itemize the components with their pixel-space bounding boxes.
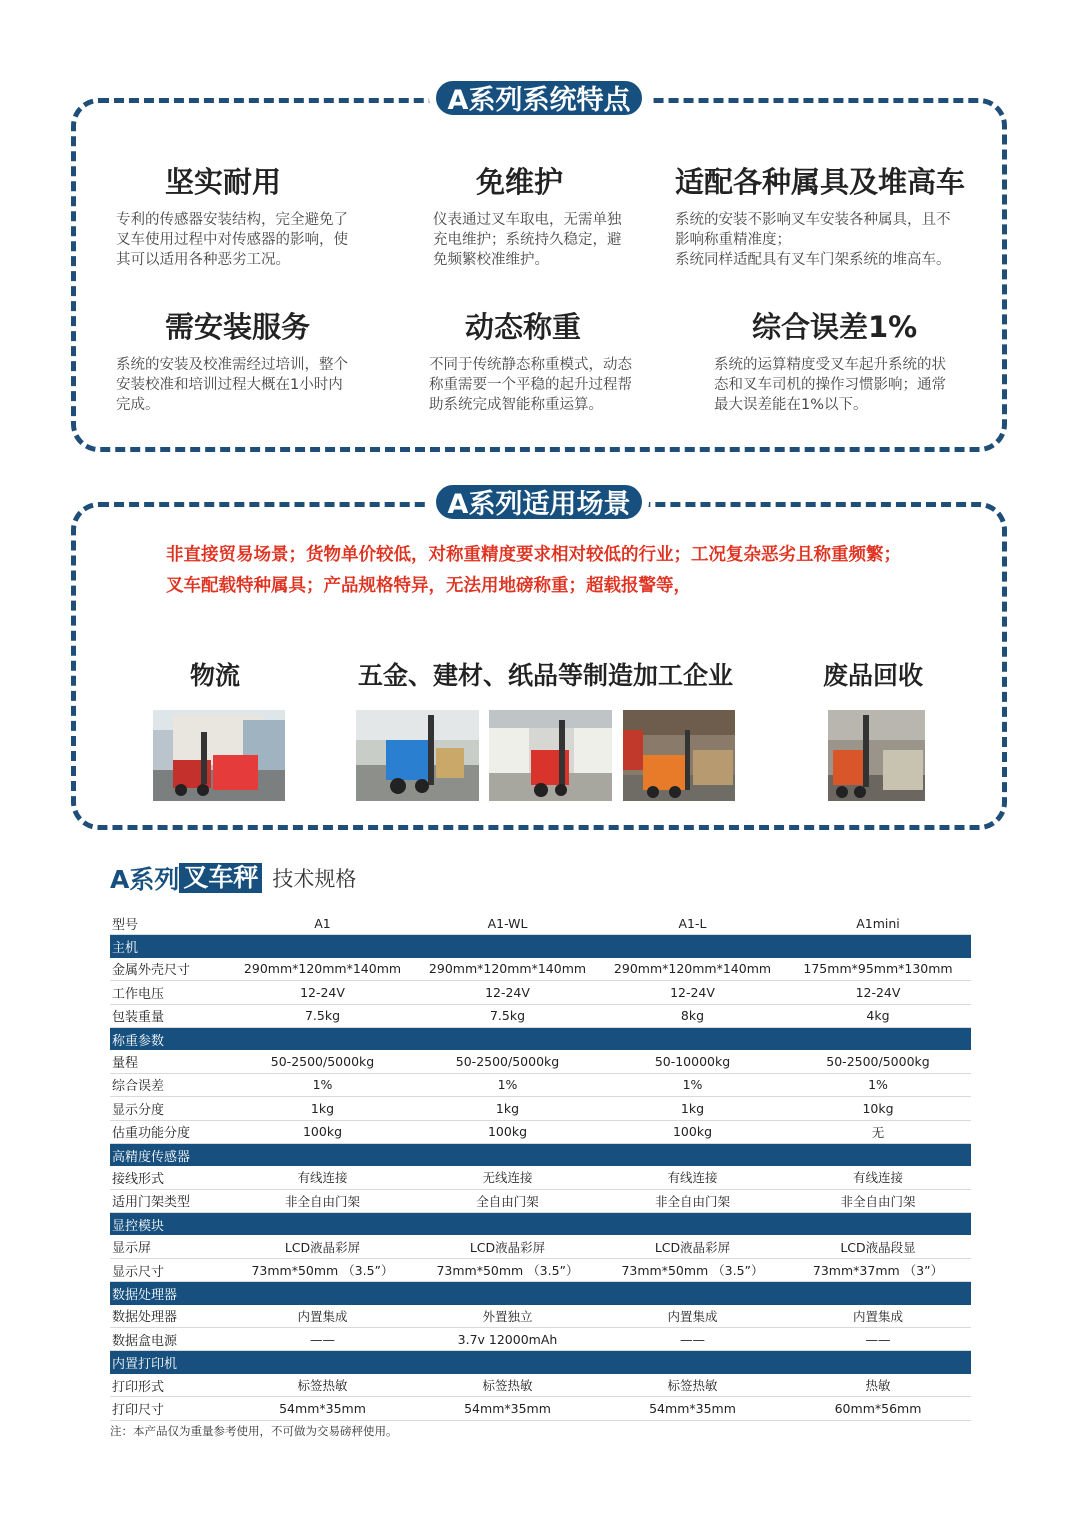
scenes-header: A系列适用场景 <box>433 482 645 522</box>
spec-cell: 73mm*50mm （3.5”） <box>600 1258 785 1281</box>
spec-section-title: 显控模块 <box>110 1213 971 1236</box>
spec-cell: 非全自由门架 <box>230 1189 415 1212</box>
spec-cell: 7.5kg <box>230 1004 415 1027</box>
spec-cell: 1kg <box>230 1097 415 1120</box>
spec-cell: 60mm*56mm <box>785 1397 971 1420</box>
spec-header-label: 型号 <box>110 912 230 935</box>
feature-description-line: 不同于传统静态称重模式，动态 <box>429 357 632 373</box>
feature-description-line: 安装校准和培训过程大概在1小时内 <box>116 377 343 393</box>
spec-cell: —— <box>600 1328 785 1351</box>
spec-section-title: 数据处理器 <box>110 1282 971 1305</box>
spec-row <box>110 1235 971 1258</box>
feature-title: 适配各种属具及堆高车 <box>675 165 966 199</box>
spec-cell: 54mm*35mm <box>415 1397 600 1420</box>
feature-title: 免维护 <box>476 165 564 199</box>
feature-description-line: 免频繁校准维护。 <box>433 252 549 268</box>
spec-cell: 290mm*120mm*140mm <box>415 958 600 981</box>
scene-title-logistics: 物流 <box>190 661 241 690</box>
spec-row <box>110 1305 971 1328</box>
spec-model-name: A1-L <box>600 912 785 935</box>
spec-cell: 全自由门架 <box>415 1189 600 1212</box>
feature-description-line: 专利的传感器安装结构，完全避免了 <box>116 212 348 228</box>
spec-model-name: A1mini <box>785 912 971 935</box>
spec-cell: 50-2500/5000kg <box>415 1050 600 1073</box>
spec-cell: 非全自由门架 <box>600 1189 785 1212</box>
spec-cell: 非全自由门架 <box>785 1189 971 1212</box>
spec-cell: 175mm*95mm*130mm <box>785 958 971 981</box>
spec-row <box>110 1397 971 1420</box>
feature-description-line: 影响称重精准度； <box>675 232 791 248</box>
spec-cell: 73mm*50mm （3.5”） <box>230 1258 415 1281</box>
spec-section-row <box>110 1351 971 1374</box>
spec-title-product: 叉车秤 <box>179 863 262 893</box>
spec-cell: 12-24V <box>230 981 415 1004</box>
spec-cell: 标签热敏 <box>415 1374 600 1397</box>
spec-section-title: 称重参数 <box>110 1027 971 1050</box>
feature-title: 综合误差1% <box>752 310 918 344</box>
spec-cell: 1% <box>600 1073 785 1096</box>
spec-title-subtitle: 技术规格 <box>272 867 357 891</box>
spec-cell: 100kg <box>230 1120 415 1143</box>
feature-description-line: 助系统完成智能称重运算。 <box>429 397 603 413</box>
scene-description-line-2: 叉车配载特种属具；产品规格特异，无法用地磅称重；超载报警等， <box>166 576 691 596</box>
spec-section-row <box>110 1143 971 1166</box>
spec-cell: 1kg <box>415 1097 600 1120</box>
spec-cell: 12-24V <box>785 981 971 1004</box>
spec-cell: LCD液晶彩屏 <box>230 1235 415 1258</box>
spec-section-title: 高精度传感器 <box>110 1143 971 1166</box>
spec-row <box>110 981 971 1004</box>
spec-cell: 有线连接 <box>785 1166 971 1189</box>
spec-cell: 1kg <box>600 1097 785 1120</box>
spec-cell: 12-24V <box>415 981 600 1004</box>
spec-row-label: 打印尺寸 <box>110 1397 230 1420</box>
spec-cell: 无线连接 <box>415 1166 600 1189</box>
spec-row <box>110 1050 971 1073</box>
feature-description-line: 其可以适用各种恶劣工况。 <box>116 252 290 268</box>
spec-cell: 73mm*50mm （3.5”） <box>415 1258 600 1281</box>
feature-title: 动态称重 <box>465 310 582 344</box>
spec-cell: 内置集成 <box>230 1305 415 1328</box>
spec-cell: —— <box>230 1328 415 1351</box>
spec-row-label: 接线形式 <box>110 1166 230 1189</box>
spec-table <box>110 912 971 1421</box>
spec-section-row <box>110 1027 971 1050</box>
feature-description-line: 仪表通过叉车取电，无需单独 <box>433 212 622 228</box>
spec-cell: 50-2500/5000kg <box>785 1050 971 1073</box>
spec-cell: 1% <box>785 1073 971 1096</box>
spec-row-label: 数据盒电源 <box>110 1328 230 1351</box>
spec-row-label: 量程 <box>110 1050 230 1073</box>
spec-cell: 有线连接 <box>600 1166 785 1189</box>
scene-title-manufacturing: 五金、建材、纸品等制造加工企业 <box>358 661 734 690</box>
spec-model-name: A1 <box>230 912 415 935</box>
spec-row-label: 工作电压 <box>110 981 230 1004</box>
spec-cell: 54mm*35mm <box>230 1397 415 1420</box>
spec-title-series: A系列 <box>110 865 180 894</box>
spec-section-title: 内置打印机 <box>110 1351 971 1374</box>
spec-section-title: 主机 <box>110 935 971 958</box>
spec-row <box>110 1166 971 1189</box>
spec-cell: 4kg <box>785 1004 971 1027</box>
photo-logistics-forklift <box>153 710 285 801</box>
spec-cell: LCD液晶段显 <box>785 1235 971 1258</box>
spec-cell: 73mm*37mm （3”） <box>785 1258 971 1281</box>
spec-section-row <box>110 935 971 958</box>
spec-cell: 50-10000kg <box>600 1050 785 1073</box>
spec-cell: 1% <box>230 1073 415 1096</box>
spec-cell: 290mm*120mm*140mm <box>600 958 785 981</box>
spec-row-label: 包装重量 <box>110 1004 230 1027</box>
spec-row-label: 显示屏 <box>110 1235 230 1258</box>
feature-description <box>433 210 653 270</box>
spec-row <box>110 1097 971 1120</box>
feature-title: 需安装服务 <box>165 310 311 344</box>
feature-description-line: 完成。 <box>116 397 160 413</box>
spec-row-label: 适用门架类型 <box>110 1189 230 1212</box>
spec-row-label: 估重功能分度 <box>110 1120 230 1143</box>
spec-cell: 内置集成 <box>785 1305 971 1328</box>
spec-header-row <box>110 912 971 935</box>
spec-row <box>110 958 971 981</box>
photo-orange-forklift <box>623 710 735 801</box>
spec-cell: 无 <box>785 1120 971 1143</box>
spec-cell: LCD液晶彩屏 <box>415 1235 600 1258</box>
spec-cell: 8kg <box>600 1004 785 1027</box>
spec-cell: 54mm*35mm <box>600 1397 785 1420</box>
feature-description <box>116 355 376 415</box>
spec-model-name: A1-WL <box>415 912 600 935</box>
feature-description <box>116 210 376 270</box>
feature-description-line: 充电维护；系统持久稳定，避 <box>433 232 622 248</box>
spec-title <box>110 862 356 894</box>
scene-title-recycling: 废品回收 <box>823 661 924 690</box>
spec-row <box>110 1120 971 1143</box>
photo-blue-forklift <box>356 710 479 801</box>
spec-cell: 100kg <box>600 1120 785 1143</box>
feature-description-line: 系统的安装及校准需经过培训，整个 <box>116 357 348 373</box>
feature-description <box>714 355 974 415</box>
photo-recycling-forklift <box>828 710 925 801</box>
spec-cell: 有线连接 <box>230 1166 415 1189</box>
spec-cell: 热敏 <box>785 1374 971 1397</box>
spec-row-label: 数据处理器 <box>110 1305 230 1328</box>
feature-description-line: 系统的运算精度受叉车起升系统的状 <box>714 357 946 373</box>
spec-row-label: 综合误差 <box>110 1073 230 1096</box>
spec-row <box>110 1258 971 1281</box>
feature-description-line: 叉车使用过程中对传感器的影响，使 <box>116 232 348 248</box>
spec-row <box>110 1004 971 1027</box>
spec-section-row <box>110 1282 971 1305</box>
spec-row-label: 金属外壳尺寸 <box>110 958 230 981</box>
spec-row <box>110 1328 971 1351</box>
spec-section-row <box>110 1213 971 1236</box>
features-header: A系列系统特点 <box>433 78 645 118</box>
spec-cell: 10kg <box>785 1097 971 1120</box>
feature-description-line: 态和叉车司机的操作习惯影响；通常 <box>714 377 946 393</box>
spec-cell: 标签热敏 <box>600 1374 785 1397</box>
spec-row-label: 显示分度 <box>110 1097 230 1120</box>
feature-description <box>675 210 975 270</box>
spec-cell: —— <box>785 1328 971 1351</box>
spec-cell: 100kg <box>415 1120 600 1143</box>
spec-row <box>110 1374 971 1397</box>
spec-cell: 290mm*120mm*140mm <box>230 958 415 981</box>
feature-description-line: 系统同样适配具有叉车门架系统的堆高车。 <box>675 252 951 268</box>
spec-cell: 7.5kg <box>415 1004 600 1027</box>
spec-cell: 标签热敏 <box>230 1374 415 1397</box>
spec-cell: 内置集成 <box>600 1305 785 1328</box>
spec-cell: 50-2500/5000kg <box>230 1050 415 1073</box>
feature-description <box>429 355 659 415</box>
photo-red-forklift-bags <box>489 710 612 801</box>
spec-row-label: 打印形式 <box>110 1374 230 1397</box>
spec-cell: 外置独立 <box>415 1305 600 1328</box>
feature-description-line: 系统的安装不影响叉车安装各种属具，且不 <box>675 212 951 228</box>
spec-cell: 3.7v 12000mAh <box>415 1328 600 1351</box>
scene-description-line-1: 非直接贸易场景；货物单价较低，对称重精度要求相对较低的行业；工况复杂恶劣且称重频繁； <box>166 545 901 565</box>
feature-description-line: 最大误差能在1%以下。 <box>714 397 868 413</box>
spec-row-label: 显示尺寸 <box>110 1258 230 1281</box>
spec-cell: 1% <box>415 1073 600 1096</box>
feature-title: 坚实耐用 <box>165 165 282 199</box>
spec-row <box>110 1073 971 1096</box>
spec-cell: 12-24V <box>600 981 785 1004</box>
footnote: 注：本产品仅为重量参考使用，不可做为交易磅秤使用。 <box>110 1424 398 1438</box>
spec-row <box>110 1189 971 1212</box>
spec-cell: LCD液晶彩屏 <box>600 1235 785 1258</box>
feature-description-line: 称重需要一个平稳的起升过程帮 <box>429 377 632 393</box>
